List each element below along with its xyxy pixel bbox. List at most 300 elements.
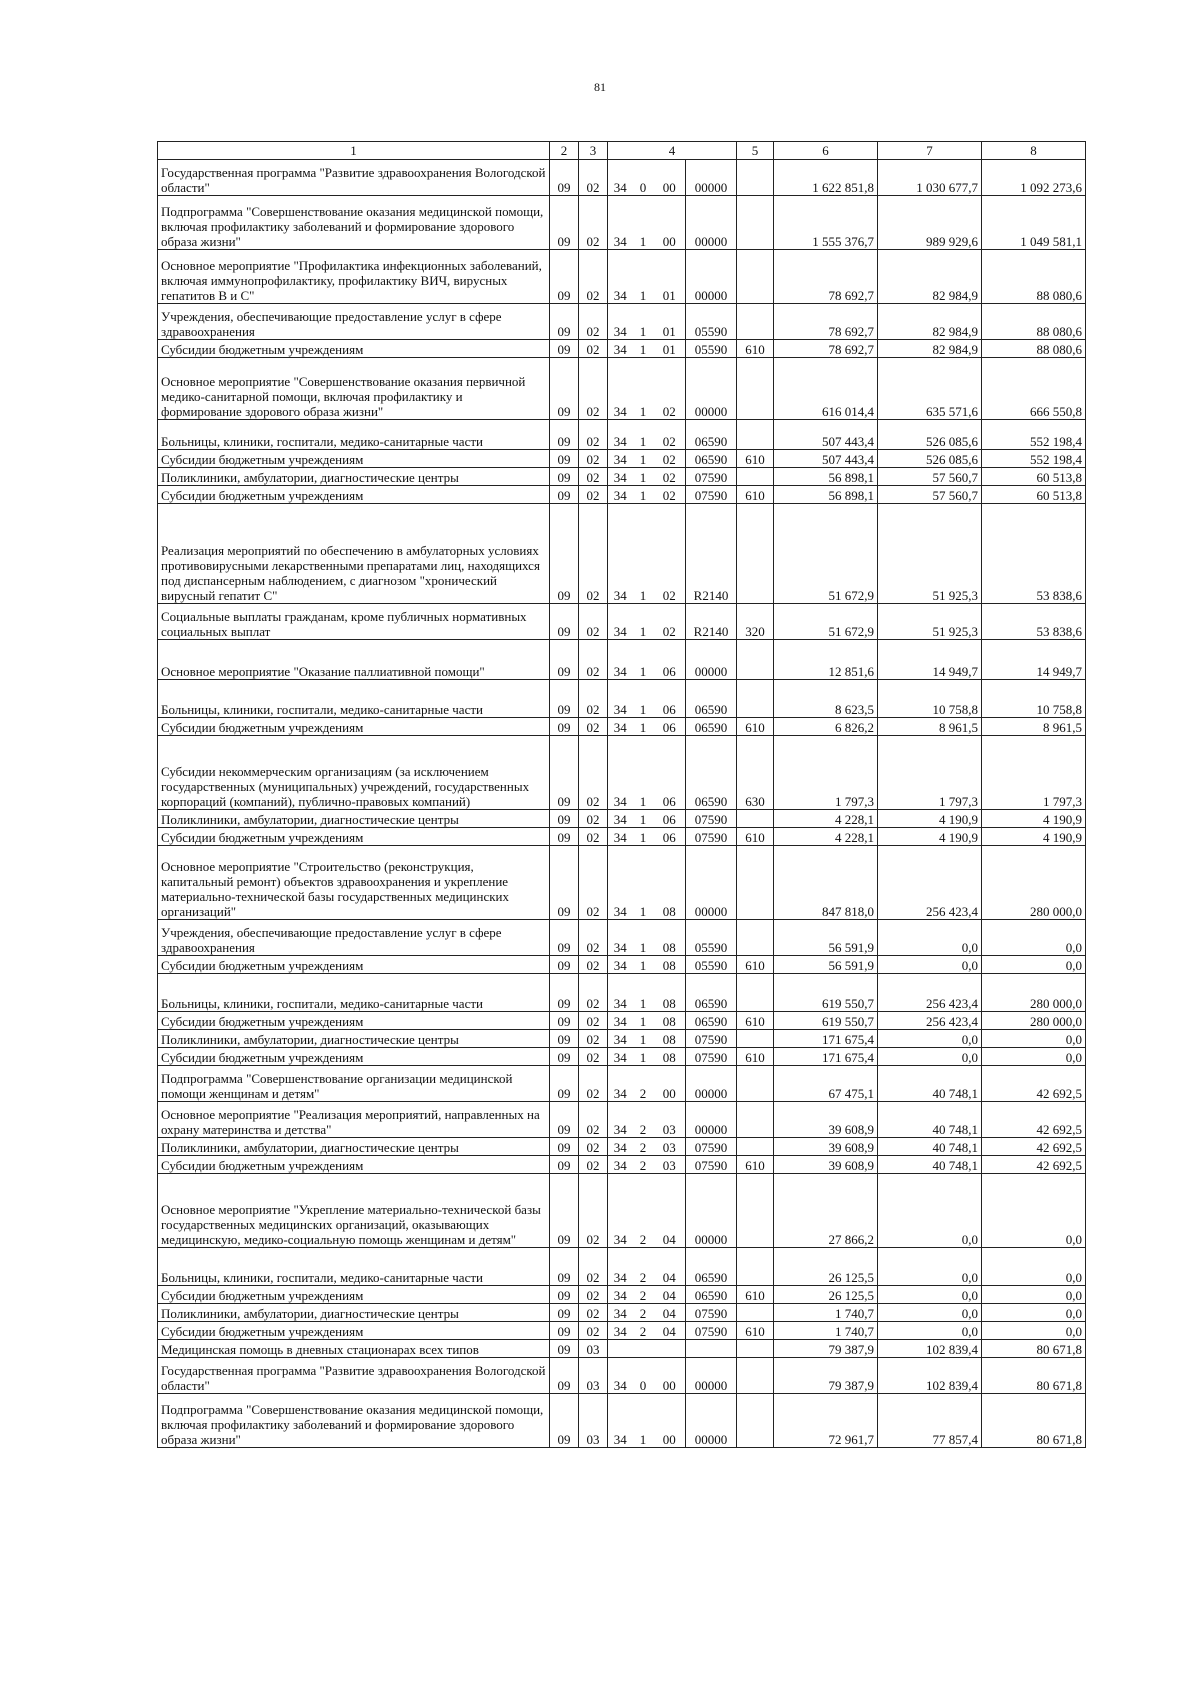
program-code: 34 <box>608 920 633 956</box>
subsection-code: 02 <box>579 250 608 304</box>
subprogram-code: 1 <box>633 358 654 420</box>
amount-col-6: 27 866,2 <box>774 1174 878 1248</box>
table-row <box>158 1156 1086 1174</box>
amount-col-6: 39 608,9 <box>774 1138 878 1156</box>
amount-col-6: 79 387,9 <box>774 1340 878 1358</box>
amount-col-7: 82 984,9 <box>878 340 982 358</box>
amount-col-7: 0,0 <box>878 920 982 956</box>
amount-col-6: 79 387,9 <box>774 1358 878 1394</box>
amount-col-7: 77 857,4 <box>878 1394 982 1448</box>
section-code: 09 <box>550 956 579 974</box>
table-row <box>158 1394 1086 1448</box>
subsection-code: 02 <box>579 1066 608 1102</box>
direction-code: 07590 <box>686 486 737 504</box>
subprogram-code: 1 <box>633 846 654 920</box>
subprogram-code: 2 <box>633 1156 654 1174</box>
amount-col-8: 80 671,8 <box>982 1358 1086 1394</box>
subprogram-code: 1 <box>633 1030 654 1048</box>
expense-type-code <box>737 250 774 304</box>
expense-type-code: 610 <box>737 1286 774 1304</box>
expense-type-code <box>737 640 774 680</box>
expense-type-code <box>737 1248 774 1286</box>
expense-type-code <box>737 358 774 420</box>
activity-code: 00 <box>654 160 686 196</box>
section-code: 09 <box>550 920 579 956</box>
amount-col-7: 0,0 <box>878 1304 982 1322</box>
table-row <box>158 304 1086 340</box>
program-code: 34 <box>608 956 633 974</box>
subsection-code: 02 <box>579 1156 608 1174</box>
subsection-code: 02 <box>579 846 608 920</box>
amount-col-8: 0,0 <box>982 1304 1086 1322</box>
amount-col-6: 619 550,7 <box>774 974 878 1012</box>
amount-col-7: 40 748,1 <box>878 1066 982 1102</box>
expense-type-code <box>737 1358 774 1394</box>
subprogram-code: 2 <box>633 1138 654 1156</box>
section-code: 09 <box>550 810 579 828</box>
amount-col-7: 102 839,4 <box>878 1340 982 1358</box>
subsection-code: 03 <box>579 1358 608 1394</box>
amount-col-7: 14 949,7 <box>878 640 982 680</box>
program-code: 34 <box>608 828 633 846</box>
amount-col-6: 1 740,7 <box>774 1322 878 1340</box>
table-row <box>158 828 1086 846</box>
amount-col-7: 4 190,9 <box>878 828 982 846</box>
direction-code: 06590 <box>686 1012 737 1030</box>
row-name: Подпрограмма "Совершенствование оказания медицинской помощи, включая профилактику заболеваний и формирование здорового образа жизни" <box>158 1394 550 1448</box>
subprogram-code: 1 <box>633 1012 654 1030</box>
column-header: 3 <box>579 142 608 160</box>
amount-col-6: 78 692,7 <box>774 340 878 358</box>
amount-col-7: 989 929,6 <box>878 196 982 250</box>
section-code: 09 <box>550 1012 579 1030</box>
activity-code: 01 <box>654 250 686 304</box>
expense-type-code <box>737 846 774 920</box>
activity-code: 02 <box>654 604 686 640</box>
expense-type-code: 610 <box>737 1012 774 1030</box>
amount-col-6: 1 622 851,8 <box>774 160 878 196</box>
program-code: 34 <box>608 1322 633 1340</box>
amount-col-8: 0,0 <box>982 920 1086 956</box>
program-code: 34 <box>608 1304 633 1322</box>
direction-code: 00000 <box>686 1174 737 1248</box>
row-name: Государственная программа "Развитие здравоохранения Вологодской области" <box>158 1358 550 1394</box>
direction-code: R2140 <box>686 504 737 604</box>
program-code: 34 <box>608 358 633 420</box>
amount-col-7: 10 758,8 <box>878 680 982 718</box>
row-name: Основное мероприятие "Укрепление материально-технической базы государственных медицинских организаций, оказывающих медицинскую, медико-социальную помощь женщинам и детям" <box>158 1174 550 1248</box>
row-name: Больницы, клиники, госпитали, медико-санитарные части <box>158 680 550 718</box>
amount-col-6: 26 125,5 <box>774 1248 878 1286</box>
section-code: 09 <box>550 196 579 250</box>
subsection-code: 02 <box>579 304 608 340</box>
amount-col-6: 51 672,9 <box>774 504 878 604</box>
program-code: 34 <box>608 160 633 196</box>
amount-col-8: 1 049 581,1 <box>982 196 1086 250</box>
subprogram-code: 1 <box>633 196 654 250</box>
amount-col-6: 616 014,4 <box>774 358 878 420</box>
subsection-code: 02 <box>579 974 608 1012</box>
row-name: Субсидии некоммерческим организациям (за исключением государственных (муниципальных) учреждений, государственных корпораций (компаний), публично-правовых компаний) <box>158 736 550 810</box>
activity-code: 06 <box>654 640 686 680</box>
program-code: 34 <box>608 1358 633 1394</box>
subprogram-code: 0 <box>633 1358 654 1394</box>
row-name: Субсидии бюджетным учреждениям <box>158 718 550 736</box>
activity-code: 06 <box>654 718 686 736</box>
direction-code: 06590 <box>686 974 737 1012</box>
subprogram-code: 2 <box>633 1248 654 1286</box>
amount-col-6: 39 608,9 <box>774 1102 878 1138</box>
table-row <box>158 718 1086 736</box>
expense-type-code: 610 <box>737 828 774 846</box>
activity-code: 00 <box>654 1358 686 1394</box>
subsection-code: 02 <box>579 340 608 358</box>
activity-code: 06 <box>654 680 686 718</box>
amount-col-8: 42 692,5 <box>982 1066 1086 1102</box>
amount-col-8: 80 671,8 <box>982 1394 1086 1448</box>
amount-col-6: 56 591,9 <box>774 920 878 956</box>
row-name: Субсидии бюджетным учреждениям <box>158 956 550 974</box>
table-row <box>158 504 1086 604</box>
row-name: Поликлиники, амбулатории, диагностические центры <box>158 1138 550 1156</box>
table-row <box>158 486 1086 504</box>
row-name: Основное мероприятие "Профилактика инфекционных заболеваний, включая иммунопрофилактику, профилактику ВИЧ, вирусных гепатитов В и С" <box>158 250 550 304</box>
row-name: Субсидии бюджетным учреждениям <box>158 1286 550 1304</box>
expense-type-code <box>737 196 774 250</box>
direction-code: 00000 <box>686 250 737 304</box>
subprogram-code: 1 <box>633 920 654 956</box>
amount-col-8: 53 838,6 <box>982 504 1086 604</box>
amount-col-8: 666 550,8 <box>982 358 1086 420</box>
amount-col-8: 10 758,8 <box>982 680 1086 718</box>
section-code: 09 <box>550 1304 579 1322</box>
section-code: 09 <box>550 1322 579 1340</box>
expense-type-code <box>737 1030 774 1048</box>
program-code: 34 <box>608 450 633 468</box>
row-name: Учреждения, обеспечивающие предоставление услуг в сфере здравоохранения <box>158 920 550 956</box>
amount-col-7: 0,0 <box>878 1286 982 1304</box>
amount-col-8: 88 080,6 <box>982 340 1086 358</box>
table-row <box>158 196 1086 250</box>
expense-type-code: 610 <box>737 956 774 974</box>
row-name: Основное мероприятие "Совершенствование оказания первичной медико-санитарной помощи, включая профилактику и формирование здорового образа жизни" <box>158 358 550 420</box>
expense-type-code <box>737 920 774 956</box>
table-row <box>158 640 1086 680</box>
activity-code: 01 <box>654 304 686 340</box>
table-row <box>158 1322 1086 1340</box>
subsection-code: 02 <box>579 1322 608 1340</box>
subprogram-code: 1 <box>633 1048 654 1066</box>
row-name: Субсидии бюджетным учреждениям <box>158 1048 550 1066</box>
amount-col-6: 78 692,7 <box>774 304 878 340</box>
table-row <box>158 250 1086 304</box>
table-row <box>158 680 1086 718</box>
direction-code: 07590 <box>686 810 737 828</box>
section-code: 09 <box>550 1102 579 1138</box>
expense-type-code <box>737 1174 774 1248</box>
direction-code: 06590 <box>686 680 737 718</box>
row-name: Субсидии бюджетным учреждениям <box>158 1012 550 1030</box>
subsection-code: 02 <box>579 1304 608 1322</box>
expense-type-code: 610 <box>737 718 774 736</box>
subprogram-code: 1 <box>633 640 654 680</box>
subsection-code: 02 <box>579 450 608 468</box>
row-name: Больницы, клиники, госпитали, медико-санитарные части <box>158 1248 550 1286</box>
amount-col-8: 42 692,5 <box>982 1138 1086 1156</box>
subprogram-code: 0 <box>633 160 654 196</box>
section-code: 09 <box>550 1156 579 1174</box>
subprogram-code: 1 <box>633 450 654 468</box>
expense-type-code <box>737 1102 774 1138</box>
table-row <box>158 1102 1086 1138</box>
row-name: Государственная программа "Развитие здравоохранения Вологодской области" <box>158 160 550 196</box>
expense-type-code <box>737 160 774 196</box>
program-code: 34 <box>608 1156 633 1174</box>
amount-col-7: 526 085,6 <box>878 420 982 450</box>
program-code: 34 <box>608 468 633 486</box>
column-header: 4 <box>608 142 737 160</box>
amount-col-8: 80 671,8 <box>982 1340 1086 1358</box>
row-name: Подпрограмма "Совершенствование организации медицинской помощи женщинам и детям" <box>158 1066 550 1102</box>
expense-type-code <box>737 504 774 604</box>
row-name: Основное мероприятие "Оказание паллиативной помощи" <box>158 640 550 680</box>
direction-code: 05590 <box>686 956 737 974</box>
row-name: Поликлиники, амбулатории, диагностические центры <box>158 1030 550 1048</box>
activity-code: 00 <box>654 196 686 250</box>
direction-code: 06590 <box>686 450 737 468</box>
amount-col-7: 51 925,3 <box>878 604 982 640</box>
column-header: 2 <box>550 142 579 160</box>
amount-col-7: 40 748,1 <box>878 1156 982 1174</box>
amount-col-8: 0,0 <box>982 1174 1086 1248</box>
amount-col-8: 0,0 <box>982 956 1086 974</box>
amount-col-7: 82 984,9 <box>878 250 982 304</box>
section-code: 09 <box>550 680 579 718</box>
amount-col-8: 8 961,5 <box>982 718 1086 736</box>
activity-code: 08 <box>654 846 686 920</box>
amount-col-7: 8 961,5 <box>878 718 982 736</box>
subsection-code: 02 <box>579 1138 608 1156</box>
table-row <box>158 846 1086 920</box>
column-header: 8 <box>982 142 1086 160</box>
amount-col-8: 42 692,5 <box>982 1156 1086 1174</box>
row-name: Больницы, клиники, госпитали, медико-санитарные части <box>158 974 550 1012</box>
amount-col-8: 552 198,4 <box>982 450 1086 468</box>
amount-col-7: 102 839,4 <box>878 1358 982 1394</box>
subprogram-code: 1 <box>633 604 654 640</box>
subsection-code: 02 <box>579 1248 608 1286</box>
program-code: 34 <box>608 1248 633 1286</box>
amount-col-6: 78 692,7 <box>774 250 878 304</box>
amount-col-6: 171 675,4 <box>774 1030 878 1048</box>
direction-code: 00000 <box>686 196 737 250</box>
expense-type-code <box>737 1394 774 1448</box>
amount-col-8: 552 198,4 <box>982 420 1086 450</box>
amount-col-7: 256 423,4 <box>878 846 982 920</box>
subsection-code: 02 <box>579 956 608 974</box>
direction-code: 00000 <box>686 1394 737 1448</box>
table-row <box>158 420 1086 450</box>
amount-col-7: 57 560,7 <box>878 486 982 504</box>
amount-col-6: 56 898,1 <box>774 486 878 504</box>
row-name: Поликлиники, амбулатории, диагностические центры <box>158 810 550 828</box>
activity-code: 04 <box>654 1304 686 1322</box>
direction-code <box>686 1340 737 1358</box>
program-code: 34 <box>608 604 633 640</box>
subprogram-code: 1 <box>633 956 654 974</box>
amount-col-7: 0,0 <box>878 956 982 974</box>
direction-code: 00000 <box>686 1066 737 1102</box>
direction-code: 00000 <box>686 160 737 196</box>
activity-code: 00 <box>654 1066 686 1102</box>
activity-code: 08 <box>654 1048 686 1066</box>
expense-type-code <box>737 974 774 1012</box>
direction-code: 00000 <box>686 640 737 680</box>
table-row <box>158 810 1086 828</box>
program-code: 34 <box>608 974 633 1012</box>
subsection-code: 02 <box>579 810 608 828</box>
activity-code: 04 <box>654 1174 686 1248</box>
subsection-code: 02 <box>579 468 608 486</box>
activity-code: 00 <box>654 1394 686 1448</box>
table-row <box>158 340 1086 358</box>
row-name: Подпрограмма "Совершенствование оказания медицинской помощи, включая профилактику заболеваний и формирование здорового образа жизни" <box>158 196 550 250</box>
subprogram-code: 2 <box>633 1066 654 1102</box>
amount-col-7: 1 797,3 <box>878 736 982 810</box>
table-row <box>158 974 1086 1012</box>
expense-type-code <box>737 1304 774 1322</box>
direction-code: 07590 <box>686 1048 737 1066</box>
amount-col-8: 0,0 <box>982 1322 1086 1340</box>
amount-col-7: 0,0 <box>878 1322 982 1340</box>
amount-col-6: 26 125,5 <box>774 1286 878 1304</box>
amount-col-6: 8 623,5 <box>774 680 878 718</box>
section-code: 09 <box>550 1286 579 1304</box>
amount-col-8: 60 513,8 <box>982 468 1086 486</box>
section-code: 09 <box>550 604 579 640</box>
section-code: 09 <box>550 1138 579 1156</box>
subsection-code: 02 <box>579 1012 608 1030</box>
row-name: Учреждения, обеспечивающие предоставление услуг в сфере здравоохранения <box>158 304 550 340</box>
subprogram-code: 2 <box>633 1174 654 1248</box>
program-code <box>608 1340 633 1358</box>
row-name: Основное мероприятие "Строительство (реконструкция, капитальный ремонт) объектов здравоохранения и укрепление материально-технической базы государственных медицинских организаций" <box>158 846 550 920</box>
subsection-code: 02 <box>579 640 608 680</box>
expense-type-code: 610 <box>737 340 774 358</box>
program-code: 34 <box>608 196 633 250</box>
table-row <box>158 468 1086 486</box>
direction-code: 06590 <box>686 420 737 450</box>
table-row <box>158 1048 1086 1066</box>
section-code: 09 <box>550 846 579 920</box>
subprogram-code: 2 <box>633 1102 654 1138</box>
program-code: 34 <box>608 250 633 304</box>
amount-col-7: 82 984,9 <box>878 304 982 340</box>
amount-col-8: 4 190,9 <box>982 828 1086 846</box>
activity-code: 02 <box>654 420 686 450</box>
direction-code: R2140 <box>686 604 737 640</box>
amount-col-8: 14 949,7 <box>982 640 1086 680</box>
direction-code: 00000 <box>686 1358 737 1394</box>
amount-col-6: 51 672,9 <box>774 604 878 640</box>
table-row <box>158 358 1086 420</box>
amount-col-8: 0,0 <box>982 1286 1086 1304</box>
expense-type-code <box>737 468 774 486</box>
page-number: 81 <box>594 80 606 94</box>
section-code: 09 <box>550 828 579 846</box>
amount-col-8: 0,0 <box>982 1048 1086 1066</box>
subsection-code: 03 <box>579 1340 608 1358</box>
program-code: 34 <box>608 718 633 736</box>
direction-code: 05590 <box>686 304 737 340</box>
subprogram-code: 2 <box>633 1286 654 1304</box>
section-code: 09 <box>550 1394 579 1448</box>
table-row <box>158 1012 1086 1030</box>
amount-col-7: 635 571,6 <box>878 358 982 420</box>
subprogram-code: 1 <box>633 810 654 828</box>
activity-code: 04 <box>654 1322 686 1340</box>
row-name: Субсидии бюджетным учреждениям <box>158 828 550 846</box>
row-name: Субсидии бюджетным учреждениям <box>158 486 550 504</box>
row-name: Медицинская помощь в дневных стационарах всех типов <box>158 1340 550 1358</box>
section-code: 09 <box>550 640 579 680</box>
subprogram-code: 1 <box>633 340 654 358</box>
direction-code: 07590 <box>686 1322 737 1340</box>
subprogram-code: 1 <box>633 680 654 718</box>
column-header: 5 <box>737 142 774 160</box>
row-name: Субсидии бюджетным учреждениям <box>158 340 550 358</box>
program-code: 34 <box>608 420 633 450</box>
subprogram-code: 1 <box>633 974 654 1012</box>
section-code: 09 <box>550 468 579 486</box>
program-code: 34 <box>608 640 633 680</box>
amount-col-8: 1 797,3 <box>982 736 1086 810</box>
direction-code: 00000 <box>686 1102 737 1138</box>
expense-type-code: 630 <box>737 736 774 810</box>
subsection-code: 02 <box>579 1174 608 1248</box>
direction-code: 05590 <box>686 920 737 956</box>
activity-code: 04 <box>654 1286 686 1304</box>
section-code: 09 <box>550 1340 579 1358</box>
amount-col-6: 1 555 376,7 <box>774 196 878 250</box>
expense-type-code: 610 <box>737 486 774 504</box>
direction-code: 00000 <box>686 846 737 920</box>
program-code: 34 <box>608 1102 633 1138</box>
table-row <box>158 450 1086 468</box>
subprogram-code: 1 <box>633 736 654 810</box>
activity-code: 06 <box>654 736 686 810</box>
activity-code: 06 <box>654 810 686 828</box>
amount-col-6: 39 608,9 <box>774 1156 878 1174</box>
table-row <box>158 1174 1086 1248</box>
direction-code: 06590 <box>686 1248 737 1286</box>
subsection-code: 02 <box>579 1048 608 1066</box>
amount-col-8: 88 080,6 <box>982 250 1086 304</box>
section-code: 09 <box>550 340 579 358</box>
amount-col-7: 0,0 <box>878 1174 982 1248</box>
subprogram-code: 1 <box>633 828 654 846</box>
activity-code: 03 <box>654 1156 686 1174</box>
table-row <box>158 956 1086 974</box>
activity-code: 02 <box>654 486 686 504</box>
section-code: 09 <box>550 486 579 504</box>
activity-code: 08 <box>654 1030 686 1048</box>
amount-col-8: 60 513,8 <box>982 486 1086 504</box>
expense-type-code <box>737 1340 774 1358</box>
amount-col-7: 526 085,6 <box>878 450 982 468</box>
program-code: 34 <box>608 1394 633 1448</box>
program-code: 34 <box>608 1012 633 1030</box>
